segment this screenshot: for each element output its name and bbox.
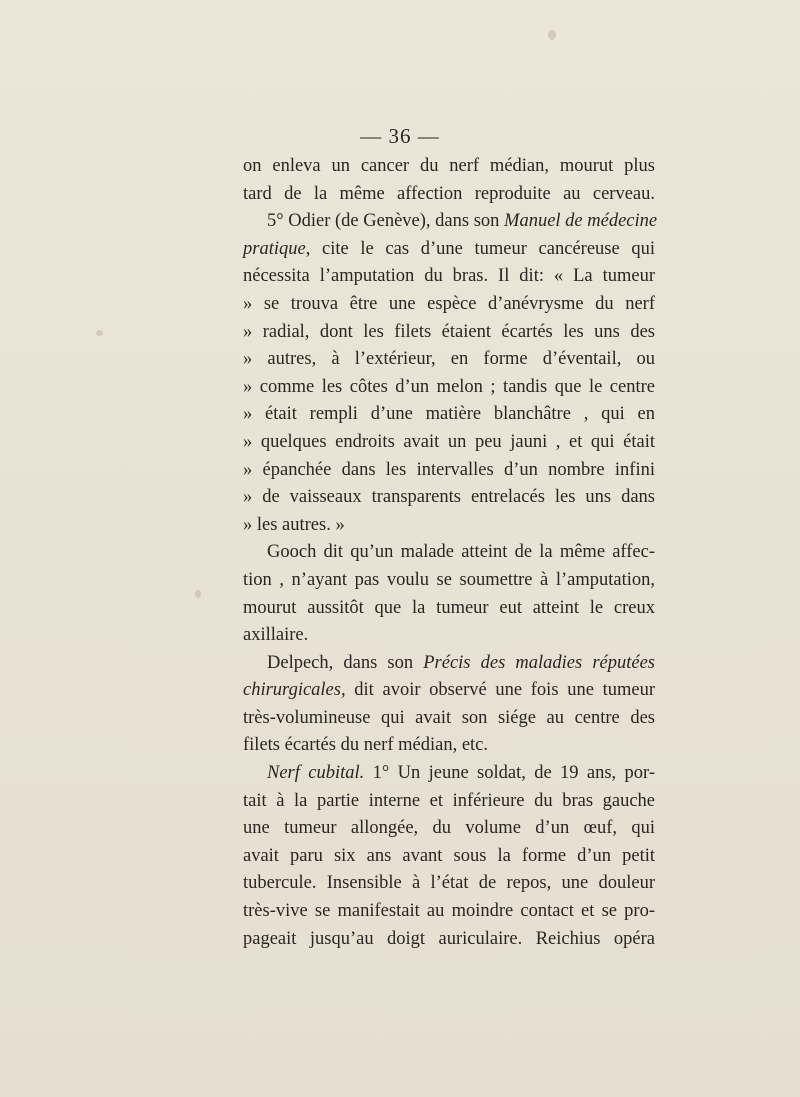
text-line: pratique, cite le cas d’une tumeur cancéreuse qui: [243, 238, 655, 259]
text-line: tubercule. Insensible à l’état de repos, une douleur: [243, 873, 655, 894]
book-title: pratique: [243, 238, 306, 259]
text-line: » se trouva être une espèce d’anévrysme du nerf: [243, 293, 655, 314]
book-title: chirurgicales: [243, 680, 341, 701]
text-line: chirurgicales, dit avoir observé une fois une tumeur: [243, 680, 655, 701]
text-line: avait paru six ans avant sous la forme d’un petit: [243, 845, 655, 866]
text-line: » quelques endroits avait un peu jauni , et qui était: [243, 431, 655, 452]
text-line: nécessita l’amputation du bras. Il dit: « La tumeur: [243, 266, 655, 287]
paper-stain: [195, 590, 201, 598]
text-line: Gooch dit qu’un malade atteint de la même affec-: [267, 542, 655, 563]
body-text: [243, 153, 658, 953]
text-line: » épanchée dans les intervalles d’un nombre infini: [243, 459, 655, 480]
text-line: » autres, à l’extérieur, en forme d’éventail, ou: [243, 349, 655, 370]
text-line: pageait jusqu’au doigt auriculaire. Reichius opéra: [243, 928, 655, 949]
text-line: tait à la partie interne et inférieure du bras gauche: [243, 790, 655, 811]
text-line: très-volumineuse qui avait son siége au centre des: [243, 707, 655, 728]
text-line: » était rempli d’une matière blanchâtre , qui en: [243, 404, 655, 425]
book-title: Manuel de médecine: [504, 211, 658, 232]
text-line: axillaire.: [243, 625, 309, 646]
text-line: mourut aussitôt que la tumeur eut atteint le creux: [243, 597, 655, 618]
paper-stain: [96, 330, 103, 336]
text-line: tion , n’ayant pas voulu se soumettre à l’amputation,: [243, 569, 655, 590]
book-title: Précis des maladies réputées: [423, 652, 655, 673]
text-line: très-vive se manifestait au moindre contact et se pro-: [243, 901, 655, 922]
section-heading: Nerf cubital.: [267, 763, 365, 784]
text-line: Delpech, dans son Précis des maladies réputées: [267, 652, 655, 673]
text-line: on enleva un cancer du nerf médian, mourut plus: [243, 156, 655, 176]
text-line: 5° Odier (de Genève), dans son Manuel de médecine: [267, 211, 658, 232]
text-line: tard de la même affection reproduite au cerveau.: [243, 183, 655, 204]
paper-stain: [548, 30, 556, 40]
text-line: » radial, dont les filets étaient écartés les uns des: [243, 321, 655, 342]
text-line: » de vaisseaux transparents entrelacés les uns dans: [243, 487, 655, 508]
text-line: » comme les côtes d’un melon ; tandis que le centre: [243, 376, 655, 397]
text-line: Nerf cubital. 1° Un jeune soldat, de 19 ans, por-: [267, 763, 655, 784]
text-line: une tumeur allongée, du volume d’un œuf, qui: [243, 818, 655, 839]
text-line: filets écartés du nerf médian, etc.: [243, 735, 489, 756]
page-number: — 36 —: [360, 124, 440, 148]
text-line: » les autres. »: [243, 514, 345, 535]
